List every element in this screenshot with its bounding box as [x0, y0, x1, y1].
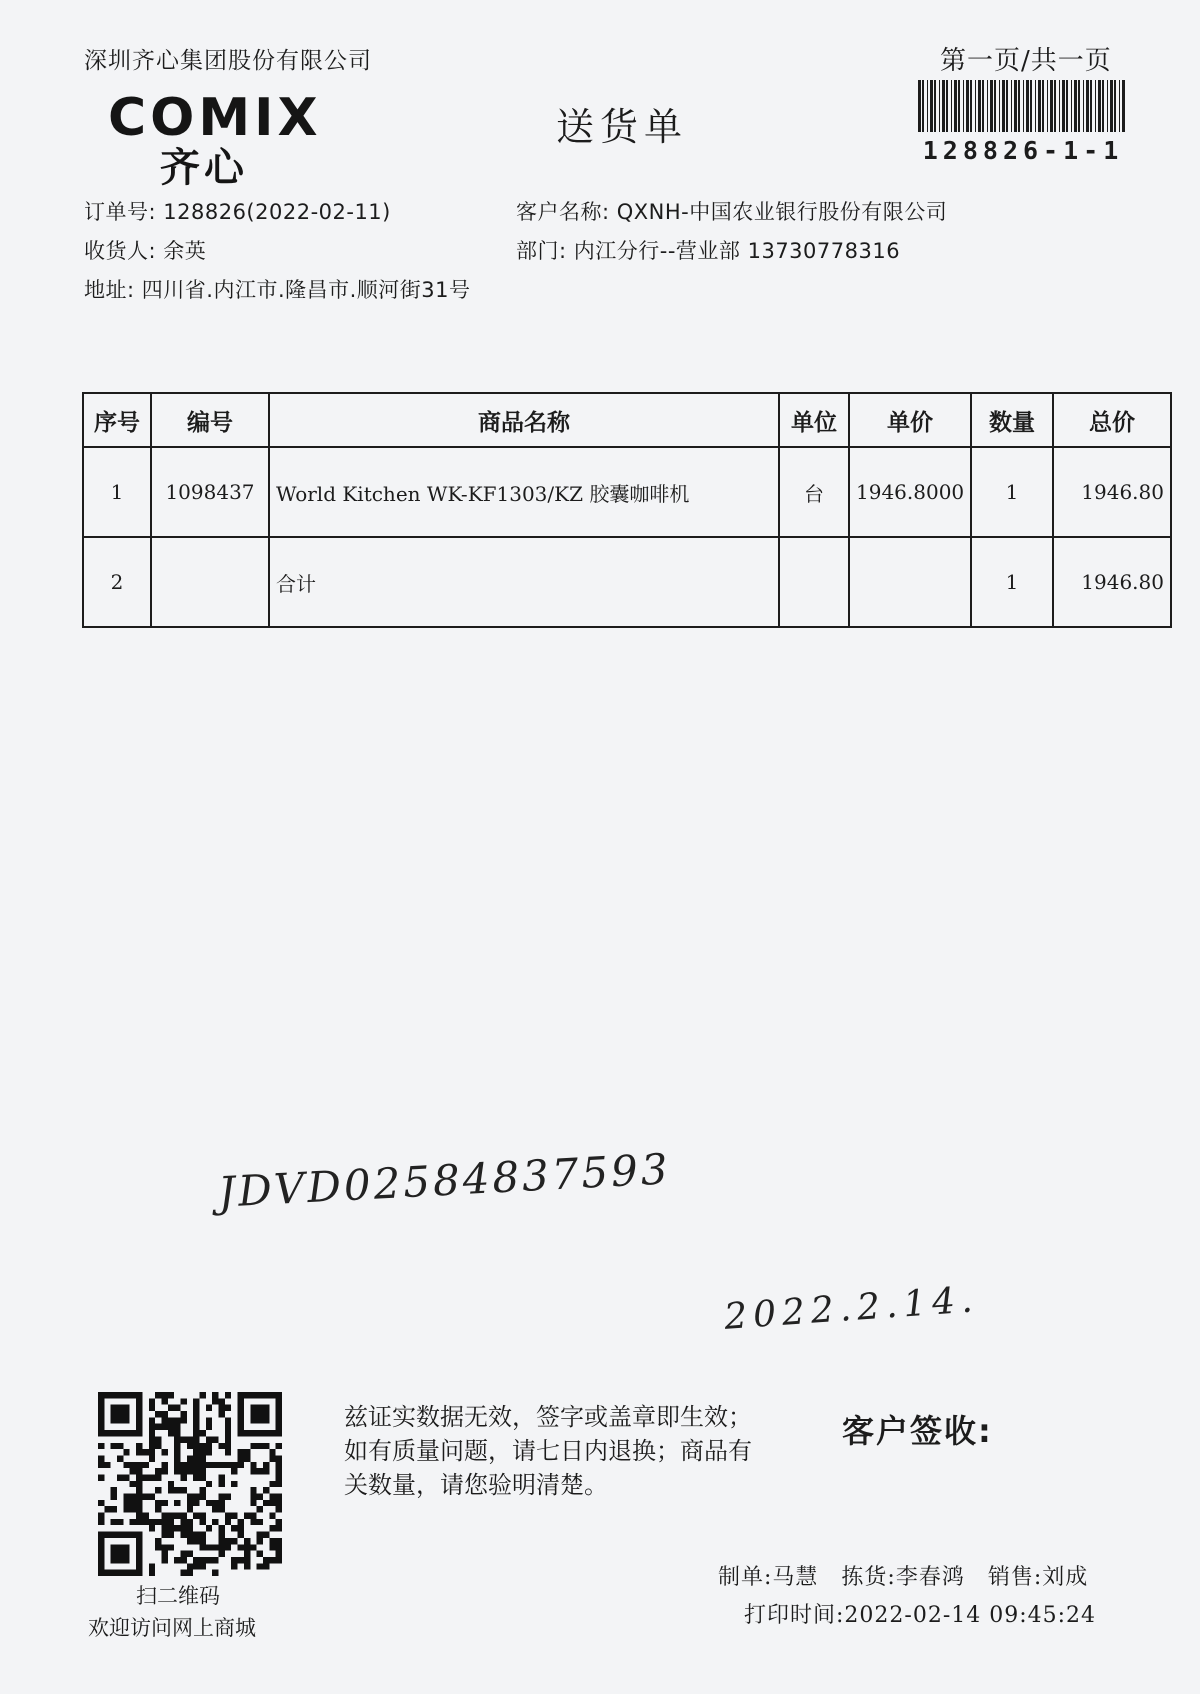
col-header-product: 商品名称 [269, 393, 779, 447]
cell-unit-price: 1946.8000 [849, 447, 971, 537]
cell-seq: 2 [83, 537, 151, 627]
col-header-unit: 单位 [779, 393, 849, 447]
table-row-total [83, 537, 1171, 627]
order-number-field [84, 198, 391, 226]
cell-quantity: 1 [971, 537, 1053, 627]
address-field [84, 276, 471, 304]
cell-seq: 1 [83, 447, 151, 537]
col-header-seq: 序号 [83, 393, 151, 447]
cell-unit-price [849, 537, 971, 627]
customer-field [516, 198, 947, 226]
cell-total: 1946.80 [1053, 447, 1171, 537]
receiver-label: 收货人: [84, 239, 157, 263]
col-header-code: 编号 [151, 393, 269, 447]
qr-caption-welcome: 欢迎访问网上商城 [88, 1616, 256, 1640]
department-label: 部门: [516, 239, 567, 263]
department-field [516, 237, 900, 265]
customer-signature-label: 客户签收: [842, 1412, 993, 1450]
cell-code: 1098437 [151, 447, 269, 537]
cell-code [151, 537, 269, 627]
handwritten-date: 2022.2.14. [722, 1279, 980, 1338]
receiver-value: 余英 [163, 239, 207, 263]
receiver-field [84, 237, 206, 265]
qr-caption-scan: 扫二维码 [136, 1584, 220, 1608]
handwritten-tracking-number: JDVD02584837593 [217, 1144, 672, 1217]
address-value: 四川省.内江市.隆昌市.顺河街31号 [141, 278, 471, 302]
table-row [83, 447, 1171, 537]
company-name: 深圳齐心集团股份有限公司 [84, 48, 372, 74]
col-header-total: 总价 [1053, 393, 1171, 447]
cell-unit: 台 [779, 447, 849, 537]
customer-value: QXNH-中国农业银行股份有限公司 [616, 200, 948, 224]
table-header-row [83, 393, 1171, 447]
staff-line: 制单:马慧 拣货:李春鸿 销售:刘成 [718, 1565, 1089, 1590]
department-value: 内江分行--营业部 13730778316 [573, 239, 901, 263]
col-header-quantity: 数量 [971, 393, 1053, 447]
page-info: 第一页/共一页 [940, 46, 1112, 76]
cell-product: World Kitchen WK-KF1303/KZ 胶囊咖啡机 [269, 447, 779, 537]
logo-text-cn: 齐心 [160, 145, 248, 191]
customer-label: 客户名称: [516, 200, 610, 224]
col-header-unit-price: 单价 [849, 393, 971, 447]
logo-text-en: COMIX [108, 88, 322, 148]
cell-quantity: 1 [971, 447, 1053, 537]
order-number-label: 订单号: [84, 200, 157, 224]
cell-unit [779, 537, 849, 627]
cell-total: 1946.80 [1053, 537, 1171, 627]
barcode [916, 80, 1130, 132]
notice-text: 兹证实数据无效，签字或盖章即生效；如有质量问题，请七日内退换；商品有关数量，请您验明清楚。 [344, 1403, 752, 1499]
qr-code-icon [98, 1392, 282, 1576]
cell-product: 合计 [269, 537, 779, 627]
document-title: 送货单 [556, 105, 689, 149]
address-label: 地址: [84, 278, 135, 302]
print-time: 打印时间:2022-02-14 09:45:24 [744, 1603, 1097, 1628]
order-number-value: 128826(2022-02-11) [163, 200, 391, 224]
goods-table [82, 392, 1172, 628]
barcode-number: 128826-1-1 [922, 136, 1124, 165]
